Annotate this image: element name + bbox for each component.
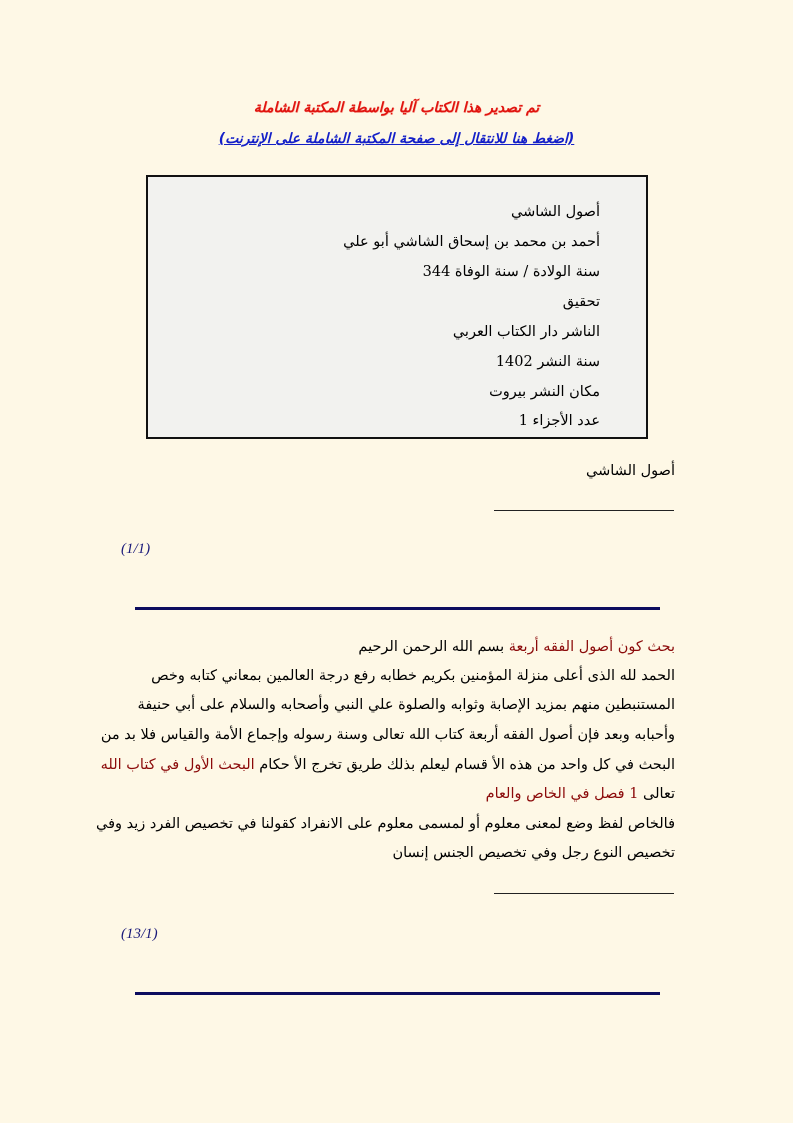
section-heading: البحث الأول في كتاب الله <box>100 757 255 773</box>
page-title: أصول الشاشي <box>585 463 675 479</box>
page-number: (13/1) <box>121 926 158 942</box>
heading-phrase: بحث كون أصول الفقه أربعة <box>508 639 675 655</box>
body-text: تعالى <box>638 786 675 802</box>
body-line-1 <box>128 639 675 655</box>
volume-count: عدد الأجزاء 1 <box>518 413 600 429</box>
page-divider <box>135 992 660 995</box>
publish-year: سنة النشر 1402 <box>495 354 600 370</box>
publish-place: مكان النشر بيروت <box>489 384 600 400</box>
footnote-separator <box>494 510 674 511</box>
export-notice: تم تصدير هذا الكتاب آليا بواسطة المكتبة الشاملة <box>253 100 540 116</box>
book-info-box <box>146 175 648 439</box>
body-line-5 <box>100 757 675 773</box>
body-text: المستنبطين منهم بمزيد الإصابة وثوابه والصلوة علي النبي وأصحابه والسلام على أبي حنيفة <box>137 697 675 713</box>
page-divider <box>135 607 660 610</box>
body-text: وأحبابه وبعد فإن أصول الفقه أربعة كتاب الله تعالى وسنة رسوله وإجماع الأمة والقياس فلا بد من <box>100 727 675 743</box>
body-line-4 <box>100 727 675 743</box>
body-text: الحمد لله الذى أعلى منزلة المؤمنين بكريم خطابه رفع درجة العالمين بمعاني كتابه وخص <box>151 668 675 684</box>
body-line-7 <box>96 816 675 832</box>
body-text: فالخاص لفظ وضع لمعنى معلوم أو لمسمى معلوم على الانفراد كقولنا في تخصيص الفرد زيد وفي <box>96 816 675 832</box>
book-author: أحمد بن محمد بن إسحاق الشاشي أبو علي <box>343 234 600 250</box>
publisher: الناشر دار الكتاب العربي <box>452 324 600 340</box>
basmala: بسم الله الرحمن الرحيم <box>358 639 509 655</box>
body-line-2 <box>128 668 675 684</box>
body-text: البحث في كل واحد من هذه الأ قسام ليعلم بذلك طريق تخرج الأ حكام <box>254 757 675 773</box>
book-title: أصول الشاشي <box>510 204 600 220</box>
footnote-separator <box>494 893 674 894</box>
chapter-heading: 1 فصل في الخاص والعام <box>485 786 639 802</box>
editor: تحقيق <box>562 294 600 310</box>
shamela-link-container <box>0 131 793 147</box>
body-line-3 <box>128 697 675 713</box>
birth-death-years: سنة الولادة / سنة الوفاة 344 <box>422 264 600 280</box>
body-line-8 <box>128 845 675 861</box>
body-text: تخصيص النوع رجل وفي تخصيص الجنس إنسان <box>392 845 675 861</box>
page-number: (1/1) <box>121 541 151 557</box>
shamela-website-link[interactable]: (اضغط هنا للانتقال إلى صفحة المكتبة الشاملة على الإنترنت) <box>218 131 575 147</box>
body-line-6 <box>128 786 675 802</box>
